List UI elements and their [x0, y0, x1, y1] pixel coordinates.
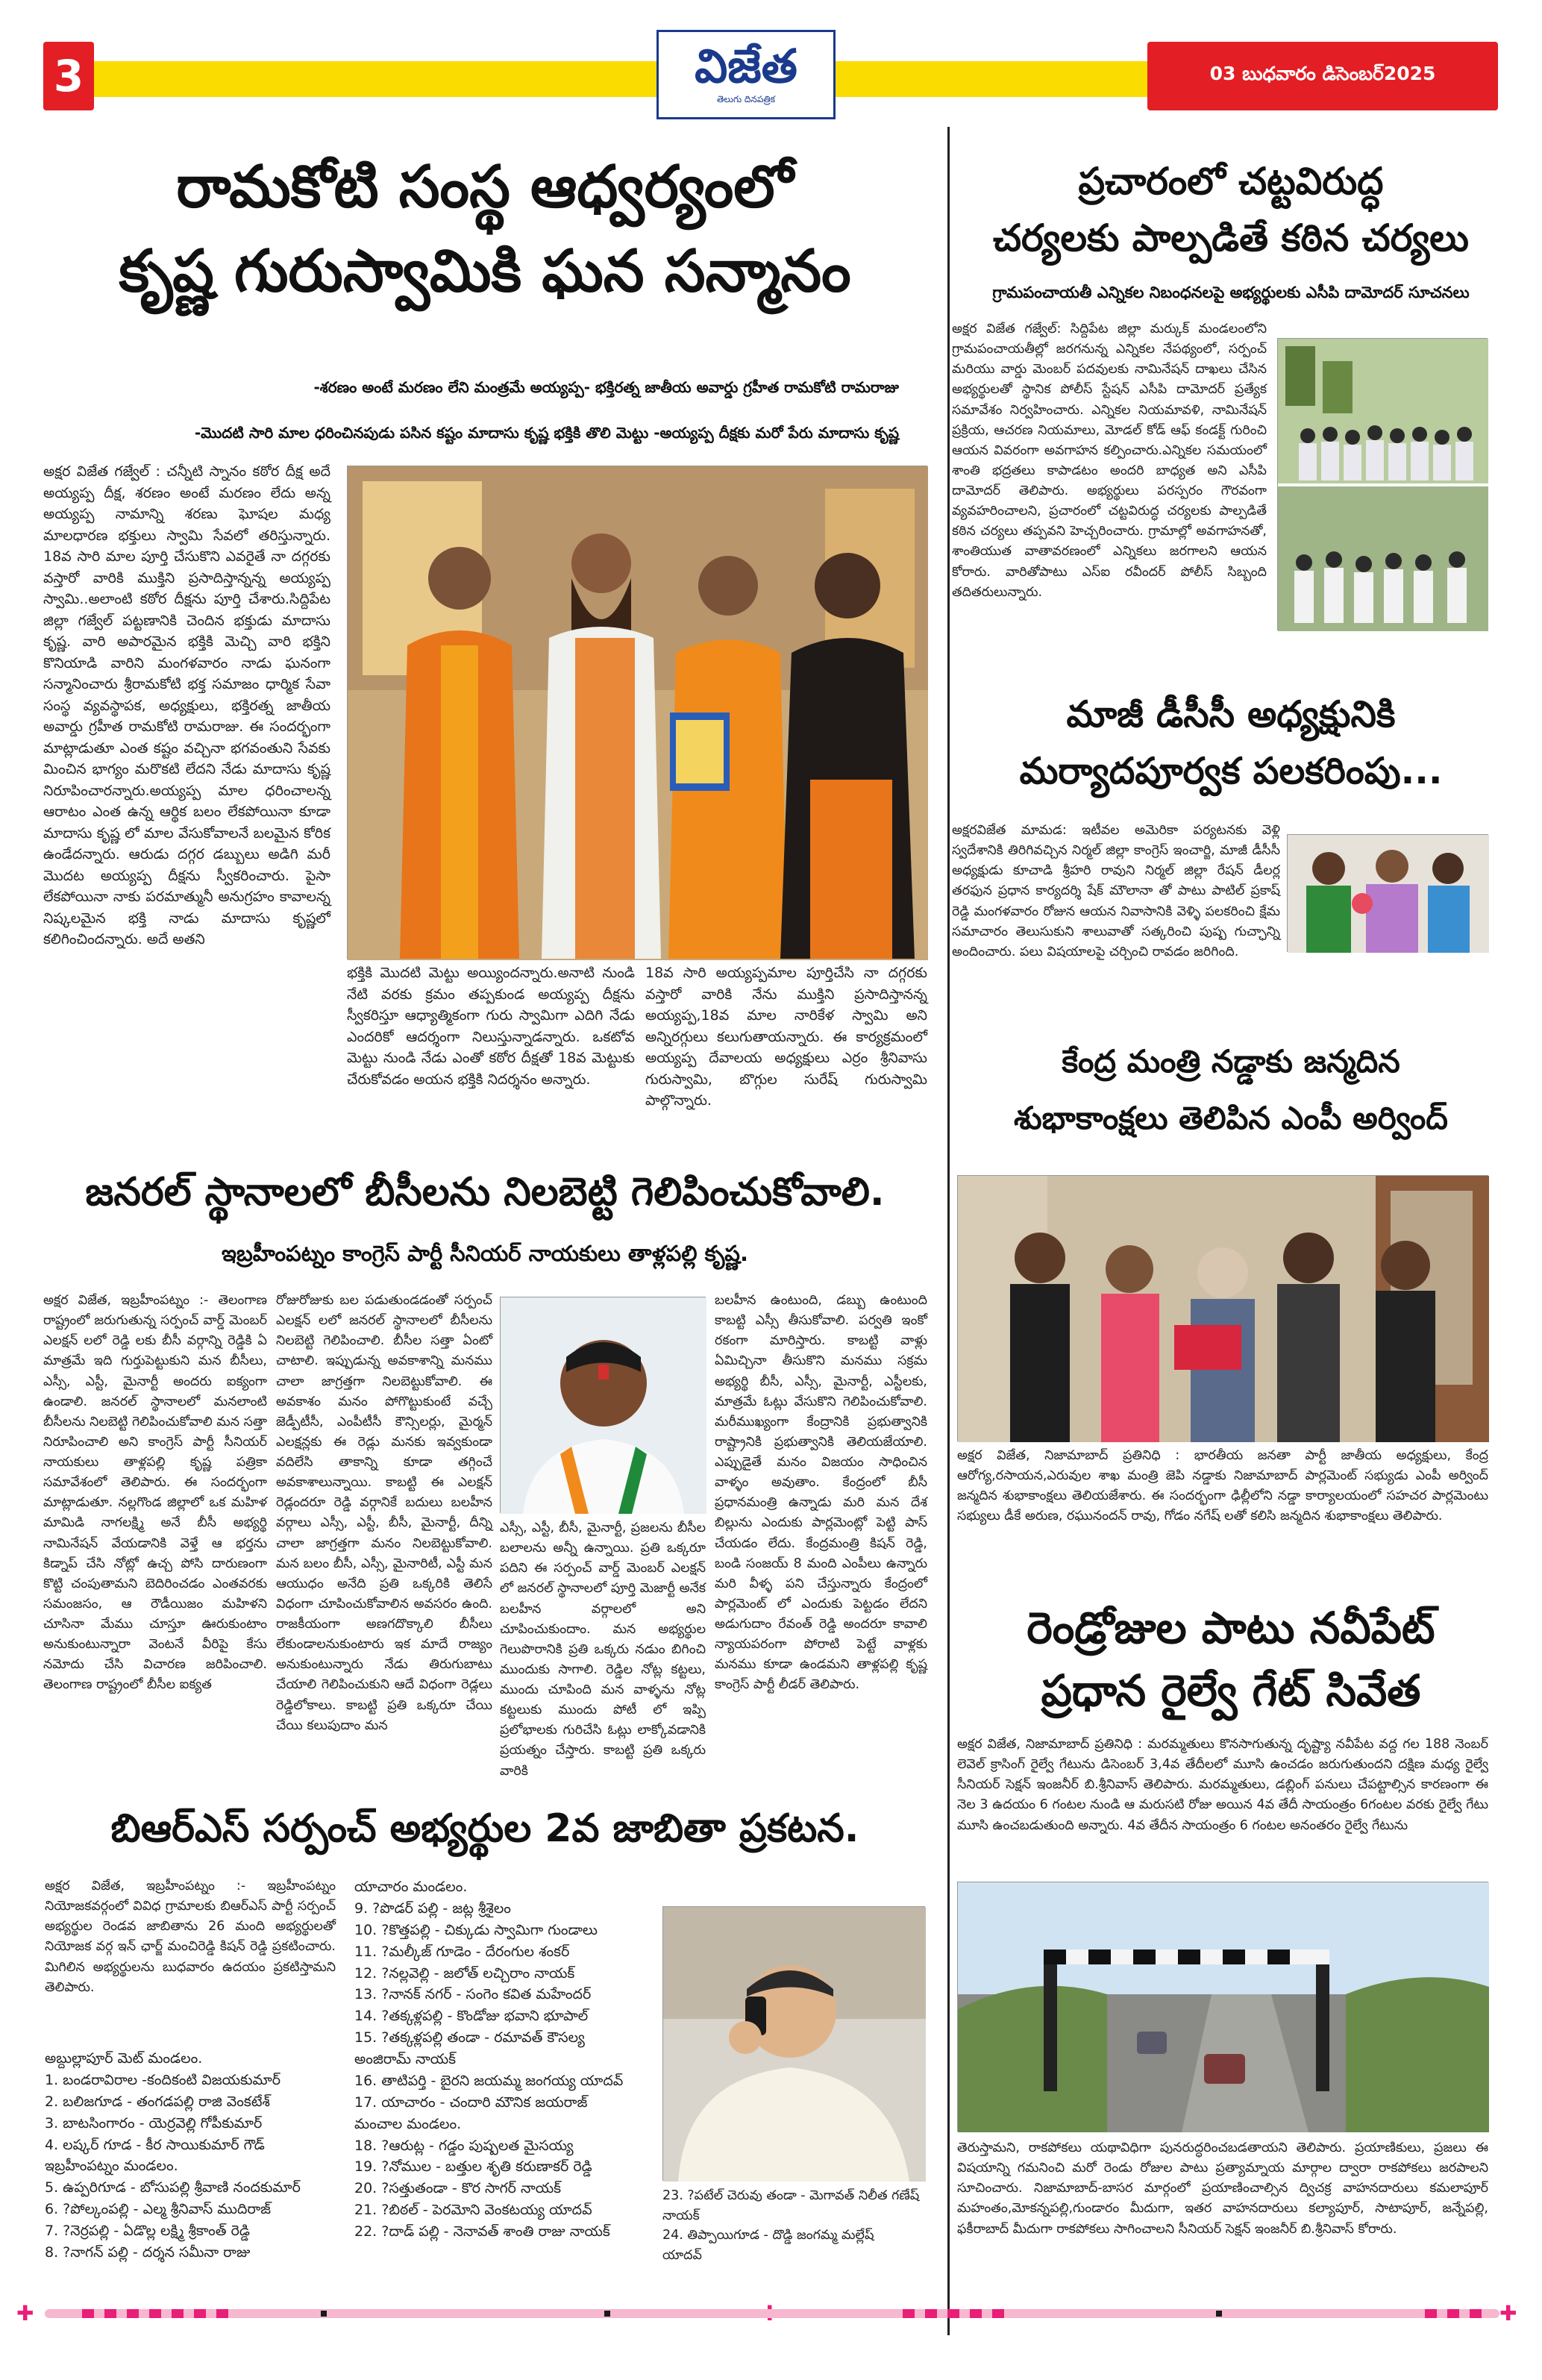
candidate-phone-photo-illustration — [663, 1907, 926, 2182]
list-item: 20. ?సత్తుతండా - కొర సాగర్ నాయక్ — [354, 2180, 562, 2197]
article1-subheading-1: -శరణం అంటే మరణం లేని మంత్రమే అయ్యప్ప- భక్తిరత్న జాతీయ అవార్డు గ్రహీత రామకోటి రామరాజు — [313, 378, 899, 396]
right4-headline — [959, 1597, 1503, 1722]
article2-subheading: ఇబ్రహీంపట్నం కాంగ్రెస్ పార్టీ సీనియర్ నాయకులు తాళ్లపల్లి కృష్ణ. — [222, 1241, 748, 1266]
article3-list-1 — [45, 2048, 343, 2264]
list-item: 15. ?తక్కళ్లపల్లి తండా - రమావత్ కౌసల్య — [354, 2029, 585, 2047]
list-item: 5. ఉప్పరిగూడ - బోసుపల్లి శ్రీవాణి నందకుమార్ — [45, 2179, 301, 2196]
list-item: అంజిరామ్ నాయక్ — [354, 2051, 457, 2067]
issue-date: 03 బుధవారం డిసెంబర్2025 — [1147, 42, 1498, 110]
article3-photo — [662, 1906, 925, 2181]
list-item: 24. తిప్పాయిగూడ - దొడ్డి జంగమ్మ మల్లేష్ — [662, 2228, 874, 2243]
right1-body: అక్షర విజేత గజ్వేల్: సిద్దిపేట జిల్లా మర్కుక్ మండలంలోని గ్రామపంచాయతీల్లో జరగనున్న ఎన్నికల నేపథ్యంలో, సర్పంచ్ మరియు వార్డు మెంబర్ పదవులకు నామినేషన్ దాఖలు చేసిన అభ్యర్థులతో స్థానిక పోలీస్ స్టేషన్ ఎసీపి దామోదర్ ప్రత్యేక సమావేశం నిర్వహించారు. ఎన్నికల నియమావళి, నామినేషన్ ప్రక్రియ, ఆచరణ నియమాలు, మోడల్ కోడ్ ఆఫ్ కండక్ట్ గురించి ఆయన వివరంగా అవగాహన కల్పించారు.ఎన్నికల సమయంలో శాంతి భద్రతలు కాపాడటం అందరి బాధ్యత అని ఎసీపి దామోదర్ తెలిపారు. అభ్యర్థులు పరస్పరం గౌరవంగా వ్యవహరించాలని, ప్రచారంలో చట్టవిరుద్ధ చర్యలకు పాల్పడితే కఠిన చర్యలు తప్పవని హెచ్చరించారు. గ్రామాల్లో అవగాహనతో, శాంతియుత వాతావరణంలో ఎన్నికలు జరగాలని ఆయన కోరారు. వారితోపాటు ఎస్ఐ రవీందర్ పోలీస్ సిబ్బంది తదితరులున్నారు. — [952, 322, 1267, 600]
right3-headline-line2: శుభాకాంక్షలు తెలిపిన ఎంపీ అర్వింద్ — [1014, 1099, 1448, 1136]
list-item: యాదవ్ — [662, 2247, 702, 2263]
right3-headline-line1: కేంద్ర మంత్రి నడ్డాకు జన్మదిన — [1062, 1043, 1400, 1080]
birthday-wishes-photo-illustration — [958, 1176, 1489, 1442]
right3-body: అక్షర విజేత, నిజామాబాద్ ప్రతినిధి : భారతీయ జనతా పార్టీ జాతీయ అధ్యక్షులు, కేంద్ర ఆరోగ్య,రసాయన,ఎరువుల శాఖ మంత్రి జెపి నడ్డాకు నిజామాబాద్ పార్లమెంట్ సభ్యుడు ఎంపీ అర్వింద్ జన్మదిన శుభాకాంక్షలు తెలియజేశారు. ఈ సందర్భంగా ఢిల్లీలోని నడ్డా కార్యాలయంలో సహచర పార్లమెంటు సభ్యులు డీకే అరుణ, రఘునందన్ రావు, గోడం నగేష్ లతో కలిసి జన్మదిన శుభాకాంక్షలు తెలిపారు. — [957, 1448, 1488, 1524]
list-item: 7. ?నెర్రపల్లి - ఏడొల్ల లక్ష్మి శ్రీకాంత్ రెడ్డి — [45, 2223, 250, 2239]
crop-mark-left-icon: ✚ — [16, 2301, 34, 2326]
right2-body: అక్షరవిజేత మామడ: ఇటీవల అమెరికా పర్యటనకు వెళ్లి స్వదేశానికి తిరిగివచ్చిన నిర్మల్ జిల్లా కాంగ్రెస్ ఇంచార్జి, మాజీ డీసీసీ అధ్యక్షుడు కూచాడి శ్రీహరి రావుని నిర్మల్ జిల్లా రేషన్ డీలర్ల తరఫున ప్రధాన కార్యదర్శి షేక్ మౌలానా తో పాటు పాటిల్ ప్రకాష్ రెడ్డి మంగళవారం రోజున ఆయన నివాసానికి వెళ్ళి పలకరించి క్షేమ సమాచారం తెలుసుకుని శాలువాతో సత్కరించి పుష్ప గుచ్ఛాన్ని అందించారు. పలు విషయాలపై చర్చించి రావడం జరిగింది. — [952, 823, 1280, 959]
article1-photo — [347, 466, 927, 959]
right3-headline — [959, 1033, 1503, 1146]
page-number: 3 — [43, 42, 94, 110]
list-item: 11. ?మల్కీజ్ గూడెం - దేరంగుల శంకర్ — [354, 1943, 570, 1960]
article3-list-3 — [662, 2186, 925, 2265]
article3-intro: అక్షర విజేత, ఇబ్రహీంపట్నం :- ఇబ్రహీంపట్నం నియోజకవర్గంలో వివిధ గ్రామాలకు బిఆర్ఎస్ పార్టీ సర్పంచ్ అభ్యర్థుల రెండవ జాబితాను 26 మంది అభ్యర్థులతో నియోజక వర్గ ఇన్ ఛార్జ్ మంచిరెడ్డి కిషన్ రెడ్డి ప్రకటించారు. మిగిలిన అభ్యర్థులను బుధవారం ఉదయం ప్రకటిస్తామని తెలిపారు. — [45, 1879, 336, 1995]
list-item: 4. లష్కర్ గూడ - కీర సాయికుమార్ గౌడ్ — [45, 2136, 265, 2153]
right1-headline — [959, 153, 1503, 266]
article1-column-1: అక్షర విజేత గజ్వేల్ : చన్నీటి స్నానం కఠోర దీక్ష అదే అయ్యప్ప దీక్ష, శరణం అంటే మరణం లేదు అన్న అయ్యప్ప నామాన్ని శరణు ఘోషల మధ్య మాలధారణ భక్తులు స్వామి సేవలో తరిస్తున్నారు. 18వ సారి మాల పూర్తి చేసుకొని ఎవరైతే నా దగ్గరకు వస్తారో వారికి ముక్తిని ప్రసాదిస్తాన్నన్న అయ్యప్ప స్వామి..అలాంటి కఠోర దీక్షను పూర్తి చేశారు.సిద్దిపేట జిల్లా గజ్వేల్ పట్టణానికి చెందిన భక్తుడు మాదాసు కృష్ణ. వారి అపారమైన భక్తికి మెచ్చి వారి భక్తిని కొనియాడి వారిని మంగళవారం నాడు ఘనంగా సన్మానించారు శ్రీరామకోటి భక్త సమాజం ధార్మిక సేవా సంస్థ వ్యవస్థాపక, అధ్యక్షులు, భక్తిరత్న జాతీయ అవార్డు గ్రహీత రామకోటి రామరాజు. ఈ సందర్భంగా మాట్లాడుతూ ఎంత కష్టం వచ్చినా భగవంతుని సేవకు మించిన భాగ్యం మరొకటి లేదని నేడు మాదాసు కృష్ణ నిరూపించారన్నారు.అయ్యప్ప మాల ధరించాలన్న ఆరాటం ఎంత ఉన్న ఆర్థిక బలం లేకపోయినా కూడా మాదాసు కృష్ణ లో మాల వేసుకోవాలనే బలమైన కోరిక ఉండేదన్నారు. ఆరుడు దగ్గర డబ్బులు అడిగి మరీ మొదట అయ్యప్ప దీక్షను స్వీకరించారు. పైసా లేకపోయినా నాకు పరమాత్మునీ అనుగ్రహం కావాలన్న నిష్కలమైన భక్తి నాడు మాదాసు కృష్ణలో కలిగించిందన్నారు. అదే అతని — [43, 463, 330, 948]
right4-photo — [957, 1882, 1488, 2132]
article1-headline-line2: కృష్ణ గురుస్వామికి ఘన సన్మానం — [119, 238, 851, 306]
crop-mark-right-icon: ✚ — [1499, 2301, 1517, 2326]
right4-headline-line1: రెండ్రోజుల పాటు నవీపేట్ — [1027, 1603, 1435, 1653]
article1-column-3: 18వ సారి అయ్యప్పమాల పూర్తిచేసి నా దగ్గరకు వస్తారో వారికి నేను ముక్తిని ప్రసాదిస్తానన్న అయ్యప్ప,18వ మాల నారికేళ స్వామి అని అన్నిరగ్గులు కలుగుతాయన్నారు. ఈ కార్యక్రమంలో అయ్యప్ప దేవాలయ అధ్యక్షులు ఎర్రం శ్రీనివాసు గురుస్వామి, బొగ్గుల సురేష్ గురుస్వామి పాల్గొన్నారు. — [645, 965, 927, 1109]
felicitation-shawl-photo-illustration — [1288, 835, 1489, 953]
list-item: 17. యాచారం - చందారి మౌనిక జయరాజ్ — [354, 2094, 588, 2111]
article2-column-2: రోజురోజుకు బల పడుతుండడంతో సర్పంచ్ ఎలక్షన్ లలో జనరల్ స్థానాలలో బీసీలను నిలబెట్టి గెలిపించాలి. బీసీల సత్తా ఏంటో చాటాలి. ఇప్పుడున్న అవకాశాన్ని మనము చాలా జాగ్రత్తగా నిలబెట్టుకోవాలి. ఈ అవకాశం మనం పోగొట్టుకుంటే వచ్చే జెడ్పీటీసీ, ఎంపీటీసీ కౌన్సిలర్లు, మైర్మన్ ఎలక్షన్లకు ఈ రెడ్లు మనకు ఇవ్వకుండా వదిలేసి తాకాన్ని కూడా తగ్గించే అవకాశాలున్నాయి. కాబట్టి ఈ ఎలక్షన్ రెడ్లందరూ రెడ్డి వర్గానికే బదులు బలహీన వర్గాలు ఎస్సీ, ఎస్టీ, బీసీ, మైనార్టీ, దీన్ని చాలా జాగ్రత్తగా మనం నిలబెట్టుకోవాలి. మన బలం బీసీ, ఎస్సీ, మైనారిటీ, ఎస్టీ మన ఆయుధం అనేది ప్రతి ఒక్కరికి తెలిసే విధంగా చూపించుకోవాలిన అవసరం ఉంది. రాజకీయంగా అణగదొక్కాలి బీసీలు లేకుండాలనుకుంటారు ఇక మాదే రాజ్యం అనుకుంటున్నారు నేడు తిరుగుబాటు చేయాలి గెలిపించుకుని ఆదే విధంగా రెడ్లలు రెడ్డిలోకాలు. కాబట్టి ప్రతి ఒక్కరూ చేయి చేయి కలుపుదాం మన — [276, 1293, 492, 1733]
right4-body-bottom: తెరుస్తామని, రాకపోకలు యథావిధిగా పునరుద్ధరించబడతాయని తెలిపారు. ప్రయాణికులు, ప్రజలు ఈ విషయాన్ని గమనించి మరో రెండు రోజుల పాటు ప్రత్యామ్నాయ మార్గాల ద్వారా రాకపోకలు జరపాలని సూచించారు. నిజామాబాద్-బాసర మార్గంలో ప్రయాణించాల్సిన ద్విచక్ర వాహనదారులు కమలాపూర్ మహంతం,మోకన్నపల్లి,గుండారం మీదుగా, ఇతర వాహనదారులు కల్యాపూర్, సాటాపూర్, జన్నేపల్లి, ఫకీరాబాద్ మీదుగా రాకపోకలు సాగించాలని సీనియర్ సెక్షన్ ఇంజనీర్ బి.శ్రీనివాస్ కోరారు. — [957, 2141, 1488, 2237]
right2-headline-line1: మాజీ డీసీసీ అధ్యక్షునికి — [1066, 693, 1396, 736]
right1-headline-line1: ప్రచారంలో చట్టవిరుద్ధ — [1078, 160, 1384, 203]
list-item: 8. ?నాగన్ పల్లి - దర్శన సమీనా రాజు — [45, 2243, 251, 2261]
article2-portrait — [500, 1297, 706, 1513]
footer-color-bar — [22, 2308, 1520, 2320]
right2-photo — [1287, 834, 1488, 952]
list-item: 6. ?పోల్కంపల్లి - ఎల్మ శ్రీనివాస్ ముదిరాజ్ — [45, 2201, 272, 2218]
meeting-photo-illustration — [1278, 339, 1488, 631]
article1-headline-line1: రామకోటి సంస్థ ఆధ్వర్యంలో — [176, 154, 794, 221]
article2-headline: జనరల్ స్థానాలలో బీసీలను నిలబెట్టి గెలిపించుకోవాలి. — [85, 1170, 885, 1215]
list-item: మంచాల మండలం. — [354, 2115, 462, 2132]
list-item: 14. ?తక్కళ్లపల్లి - కొండోజు భవాని భూపాల్ — [354, 2008, 589, 2025]
list-item: యాచారం మండలం. — [354, 1879, 468, 1895]
list-item: 22. ?దాడ్ పల్లి - నెనావత్ శాంతి రాజు నాయక్ — [354, 2223, 610, 2240]
list-item: 3. బాటసింగారం - యెర్రవెల్లి గోపీకుమార్ — [45, 2114, 263, 2132]
list-item: 10. ?కొత్తపల్లి - చిక్కుడు స్వామిగా గుండాలు — [354, 1921, 598, 1938]
article1-column-2: భక్తికి మొదటి మెట్టు అయ్యిందన్నారు.అనాటి నుండి నేటి వరకు క్రమం తప్పకుండ అయ్యప్ప దీక్షను స్వీకరిస్తూ ఆధ్యాత్మికంగా గురు స్వామిగా ఎదిగి నేడు ఎందరికో ఆదర్శంగా నిలుస్తున్నాడన్నారు. ఒకటోవ మెట్టు నుండి నేడు ఎంతో కఠోర దీక్షతో 18వ మెట్టుకు చేరుకోవడం అయన భక్తికి నిదర్శనం అన్నారు. — [347, 965, 635, 1088]
list-item: 19. ?నోముల - బత్తుల శృతి కరుణాకర్ రెడ్డి — [354, 2158, 592, 2176]
right4-headline-line2: ప్రధాన రైల్వే గేట్ సివేత — [1041, 1665, 1421, 1717]
list-item: 16. తాటిపర్తి - బైరని జయమ్మ జంగయ్య యాదవ్ — [354, 2072, 624, 2089]
header-bar-left — [94, 61, 656, 97]
list-item: 23. ?పటేల్ చెరువు తండా - మెగావత్ నిలీత గణేష్ — [662, 2188, 920, 2203]
felicitation-photo-illustration — [348, 466, 928, 960]
list-item: 9. ?పొడర్ పల్లి - జట్ల శ్రీశైలం — [354, 1900, 511, 1917]
article1-headline — [45, 145, 925, 314]
list-item: 1. బండరావిరాల -కందికంటి విజయకుమార్ — [45, 2071, 281, 2088]
list-item: 2. బలిజగూడ - తంగడపల్లి రాజి వెంకటేశ్ — [45, 2093, 270, 2110]
leader-portrait-illustration — [501, 1297, 706, 1514]
right4-body-top: అక్షర విజేత, నిజామాబాద్ ప్రతినిధి : మరమ్మతులు కొనసాగుతున్న దృష్ట్యా నవీపేట వద్ద గల 188 నెంబర్ లెవెల్ క్రాసింగ్ రైల్వే గేటును డిసెంబర్ 3,4వ తేదీలలో మూసి ఉంచడం జరుగుతుందని దక్షిణ మధ్య రైల్వే సీనియర్ సెక్షన్ ఇంజనీర్ బి.శ్రీనివాస్ తెలిపారు. మరమ్మతులు, డబ్లింగ్ పనులు చేపట్టాల్సిన కారణంగా ఈ నెల 3 ఉదయం 6 గంటల నుండి ఆ మరుసటి రోజు అయిన 4వ తేదీ సాయంత్రం 6గంటల వరకు రైల్వే గేటు మూసి ఉంచబడుతుంది అన్నారు. 4వ తేదీన సాయంత్రం 6 గంటల అనంతరం రైల్వే గేటును — [957, 1737, 1488, 1833]
header-bar-right — [836, 61, 1147, 97]
list-item: ఇబ్రహీంపట్నం మండలం. — [45, 2158, 178, 2175]
list-item: 13. ?నానక్ నగర్ - సంగెం కవిత మహేందర్ — [354, 1986, 592, 2003]
article2-column-4: బలహీన ఉంటుంది, డబ్బు ఉంటుంది కాబట్టి ఎస్సీ తీసుకోవాలి. పర్వతి ఇంకో రకంగా మారిస్తారు. కాబట్టి వాళ్లు ఏమిచ్చినా తీసుకొని మనము సక్రమ అభ్యర్థి బీసీ, ఎస్సీ, మైనార్టీ, ఎస్టీలకు, మాత్రమే ఓట్లు వేసుకొని గెలిపించుకోవాలి. మరీముఖ్యంగా కేంద్రానికి ప్రభుత్వానికి రాష్ట్రానికి ప్రభుత్వానికి తెలియజేయాలి. ఎప్పుడైతే మనం విజయం సాధించిన వాళ్ళం అవుతాం. కేంద్రంలో బీసీ ప్రధానమంత్రి ఉన్నాడు మరి మన దేశ బిల్లును ఎందుకు పార్లమెంట్లో పెట్టి పాస్ చేయడం లేదు. కేంద్రమంత్రి కిషన్ రెడ్డి, బండి సంజయ్ 8 మంది ఎంపీలు ఉన్నారు మరి వీళ్ళ పని చేస్తున్నారు కేంద్రంలో పార్లమెంట్ లో ఎందుకు పెట్టడం లేదని అడుగుదాం రేవంత్ రెడ్డి అందరూ కావాలి న్యాయపరంగా పోరాటి పెట్టే వాళ్లకు మనము కూడా ఉండమని తాళ్లపల్లి కృష్ణ కాంగ్రెస్ పార్టీ లీడర్ తెలిపారు. — [715, 1293, 927, 1693]
article1-subheading-2: -మొదటి సారి మాల ధరించినపుడు పసిన కష్టం మాదాసు కృష్ణ భక్తికి తొలి మెట్టు -అయ్యప్ప దీక్షకు మరో పేరు మాదాసు కృష్ణ — [194, 424, 899, 442]
right1-headline-line2: చర్యలకు పాల్పడితే కఠిన చర్యలు — [993, 216, 1469, 260]
article2-column-1: అక్షర విజేత, ఇబ్రహీంపట్నం :- తెలంగాణ రాష్ట్రంలో జరుగుతున్న సర్పంచ్ వార్డ్ మెంబర్ ఎలక్షన్ లలో రెడ్డి లకు బీసీ వర్గాన్ని రెడ్డికి ఏ మాత్రమే ఇది గుర్తుపెట్టుకుని మన బీసీలు, ఎస్సీ, ఎస్టీ, మైనార్టీ అందరు ఐక్యంగా ఉండాలి. జనరల్ స్థానాలలో మనలాంటి బీసీలను నిలబెట్టి గెలిపించుకోవాలి మన సత్తా నిరూపించాలి అని కాంగ్రెస్ పార్టీ సీనియర్ నాయకులు తాళ్లపల్లి కృష్ణ పత్రికా సమావేశంలో తెలిపారు. ఈ సందర్భంగా మాట్లాడుతూ. నల్లగొండ జిల్లాలో ఒక మహిళ మామిడి నాగలక్ష్మి అనే బీసీ అభ్యర్థి నామినేషన్ వేయడానికి వెళ్తే ఆ భర్తను కిడ్నాప్ చేసి నోట్లో ఉచ్చ పోసి దారుణంగా కొట్టి చంపుతామని బెదిరించడం ఎంతవరకు సమంజసం, ఆ రౌడీయిజం మహిళని చూసినా మేము చూస్తూ ఊరుకుంటాం అనుకుంటున్నారా వెంటనే వీరిపై కేసు నమోదు చేసి విచారణ జరిపించాలి. తెలంగాణ రాష్ట్రంలో బీసీల ఐక్యత — [43, 1293, 268, 1693]
right2-headline-line2: మర్యాదపూర్వక పలకరింపు... — [1019, 749, 1443, 792]
railway-gate-photo-illustration — [958, 1882, 1489, 2132]
list-item: నాయక్ — [662, 2208, 700, 2223]
right3-photo — [957, 1175, 1488, 1441]
list-item: అబ్దుల్లాపూర్ మెట్ మండలం. — [45, 2050, 203, 2067]
logo-text: విజేత — [695, 38, 797, 93]
newspaper-logo — [656, 30, 836, 119]
right2-headline — [959, 686, 1503, 800]
article2-column-3: ఎస్సీ, ఎస్టీ, బీసీ, మైనార్టీ, ప్రజలను బీసీల బలాలను అన్నీ ఉన్నాయి. ప్రతి ఒక్కరూ పదిని ఈ సర్పంచ్ వార్డ్ మెంబర్ ఎలక్షన్ లో జనరల్ స్థానాలలో పూర్తి మెజార్టీ అనేక బలహీన వర్గాలలో అని చూపించుకుందాం. మన అభ్యర్థుల గెలుపొరానికి ప్రతి ఒక్కరు నడుం బిగించి ముందుకు సాగాలి. రెడ్డిల నోట్ల కట్టలు, ముందు చూపింది మన వాళ్ళను నోట్ల కట్టలుకు ముందు పోటీ లో ఇప్పి ప్రలోభాలకు గురిచేసి ఓట్లు లాక్కోవడానికి ప్రయత్నం చేస్తారు. కాబట్టి ప్రతి ఒక్కరు వారికి — [500, 1521, 706, 1779]
article3-headline: బిఆర్ఎస్ సర్పంచ్ అభ్యర్థుల 2వ జాబితా ప్రకటన. — [110, 1806, 859, 1851]
list-item: 18. ?ఆరుట్ల - గడ్డం పుష్పలత మైసయ్య — [354, 2137, 574, 2154]
right1-subheading: గ్రామపంచాయతీ ఎన్నికల నిబంధనలపై అభ్యర్థులకు ఎసీపి దామోదర్ సూచనలు — [992, 284, 1470, 301]
article3-list-2 — [354, 1876, 653, 2243]
list-item: 12. ?నల్లవెల్లి - జలోత్ లచ్చిరాం నాయక్ — [354, 1964, 575, 1982]
list-item: 21. ?బిఠల్ - పెరమోని వెంకటయ్య యాదవ్ — [354, 2202, 592, 2219]
logo-subtext: తెలుగు దినపత్రిక — [716, 93, 776, 104]
right1-photo — [1277, 338, 1488, 630]
